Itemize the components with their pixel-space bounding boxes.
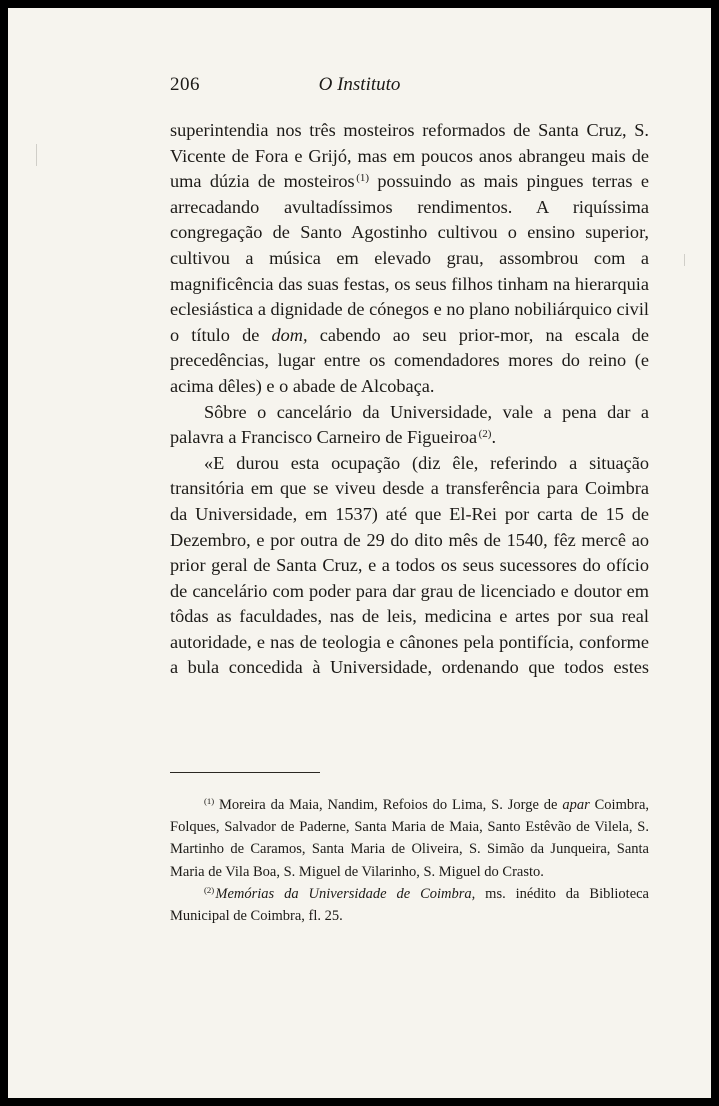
italic-term: apar <box>562 797 590 813</box>
footnote-marker: (2) <box>204 885 215 896</box>
footnote-ref: (2) <box>478 428 492 441</box>
footnote-ref: (1) <box>356 172 369 185</box>
edge-mark <box>684 254 685 266</box>
page-number: 206 <box>170 74 200 95</box>
page-header <box>8 74 711 96</box>
paragraph: superintendia nos três mosteiros reformados de Santa Cruz, S. Vicente de Fora e Grijó, mas em poucos anos abrangeu mais de uma dúzia de mosteiros $^{(1)}$ possuindo as mais pingues terras e arrecadando avultadíssimos rendimentos. A riquíssima congregação de Santo Agostinho cultivou o ensino superior, cultivou a música em elevado grau, assombrou com a magnificência das suas festas, os seus filhos tinham na hierarquia eclesiástica a dignidade de cónegos e no plano nobiliárquico civil o título de dom, cabendo ao seu prior-mor, na escala de precedências, lugar entre os comendadores mores do reino (e acima dêles) e o abade de Alcobaça. <box>170 120 649 396</box>
italic-term: Memórias da Universidade de Coimbra, <box>215 885 476 902</box>
body-text <box>170 118 649 681</box>
footnote: $^{(2)}$ Memórias da Universidade de Coimbra, ms. inédito da Biblioteca Municipal de Coimbra, fl. 25. <box>170 885 649 925</box>
footnotes <box>170 794 649 927</box>
footnote-rule <box>170 772 320 773</box>
edge-mark <box>36 144 37 166</box>
book-page <box>8 8 711 1098</box>
italic-term: dom, <box>271 324 308 345</box>
running-title: O Instituto <box>318 74 401 95</box>
footnote: $^{(1)}$ Moreira da Maia, Nandim, Refoios do Lima, S. Jorge de apar Coimbra, Folques, Salvador de Paderne, Santa Maria de Maia, Santo Estêvão de Vilela, S. Martinho de Caramos, Santa Maria de Oliveira, S. Simão da Junqueira, Santa Maria de Vila Boa, S. Miguel de Vilarinho, S. Miguel do Crasto. <box>170 796 649 880</box>
paragraph: «E durou esta ocupação (diz êle, referindo a situação transitória em que se viveu desde a transferência para Coimbra da Universidade, em 1537) até que El-Rei por carta de 15 de Dezembro, e por outra de 29 do dito mês de 1540, fêz mercê ao prior geral de Santa Cruz, e a todos os seus sucessores do ofício de cancelário com poder para dar grau de licenciado e doutor em tôdas as faculdades, nas de leis, medicina e artes por sua real autoridade, e nas de teologia e cânones pela pontifícia, conforme a bula concedida à Universidade, ordenando que todos estes <box>170 452 649 678</box>
footnote-marker: (1) <box>204 796 215 807</box>
paragraph: Sôbre o cancelário da Universidade, vale a pena dar a palavra a Francisco Carneiro de Figueiroa $^{(2)}$. <box>170 401 649 448</box>
